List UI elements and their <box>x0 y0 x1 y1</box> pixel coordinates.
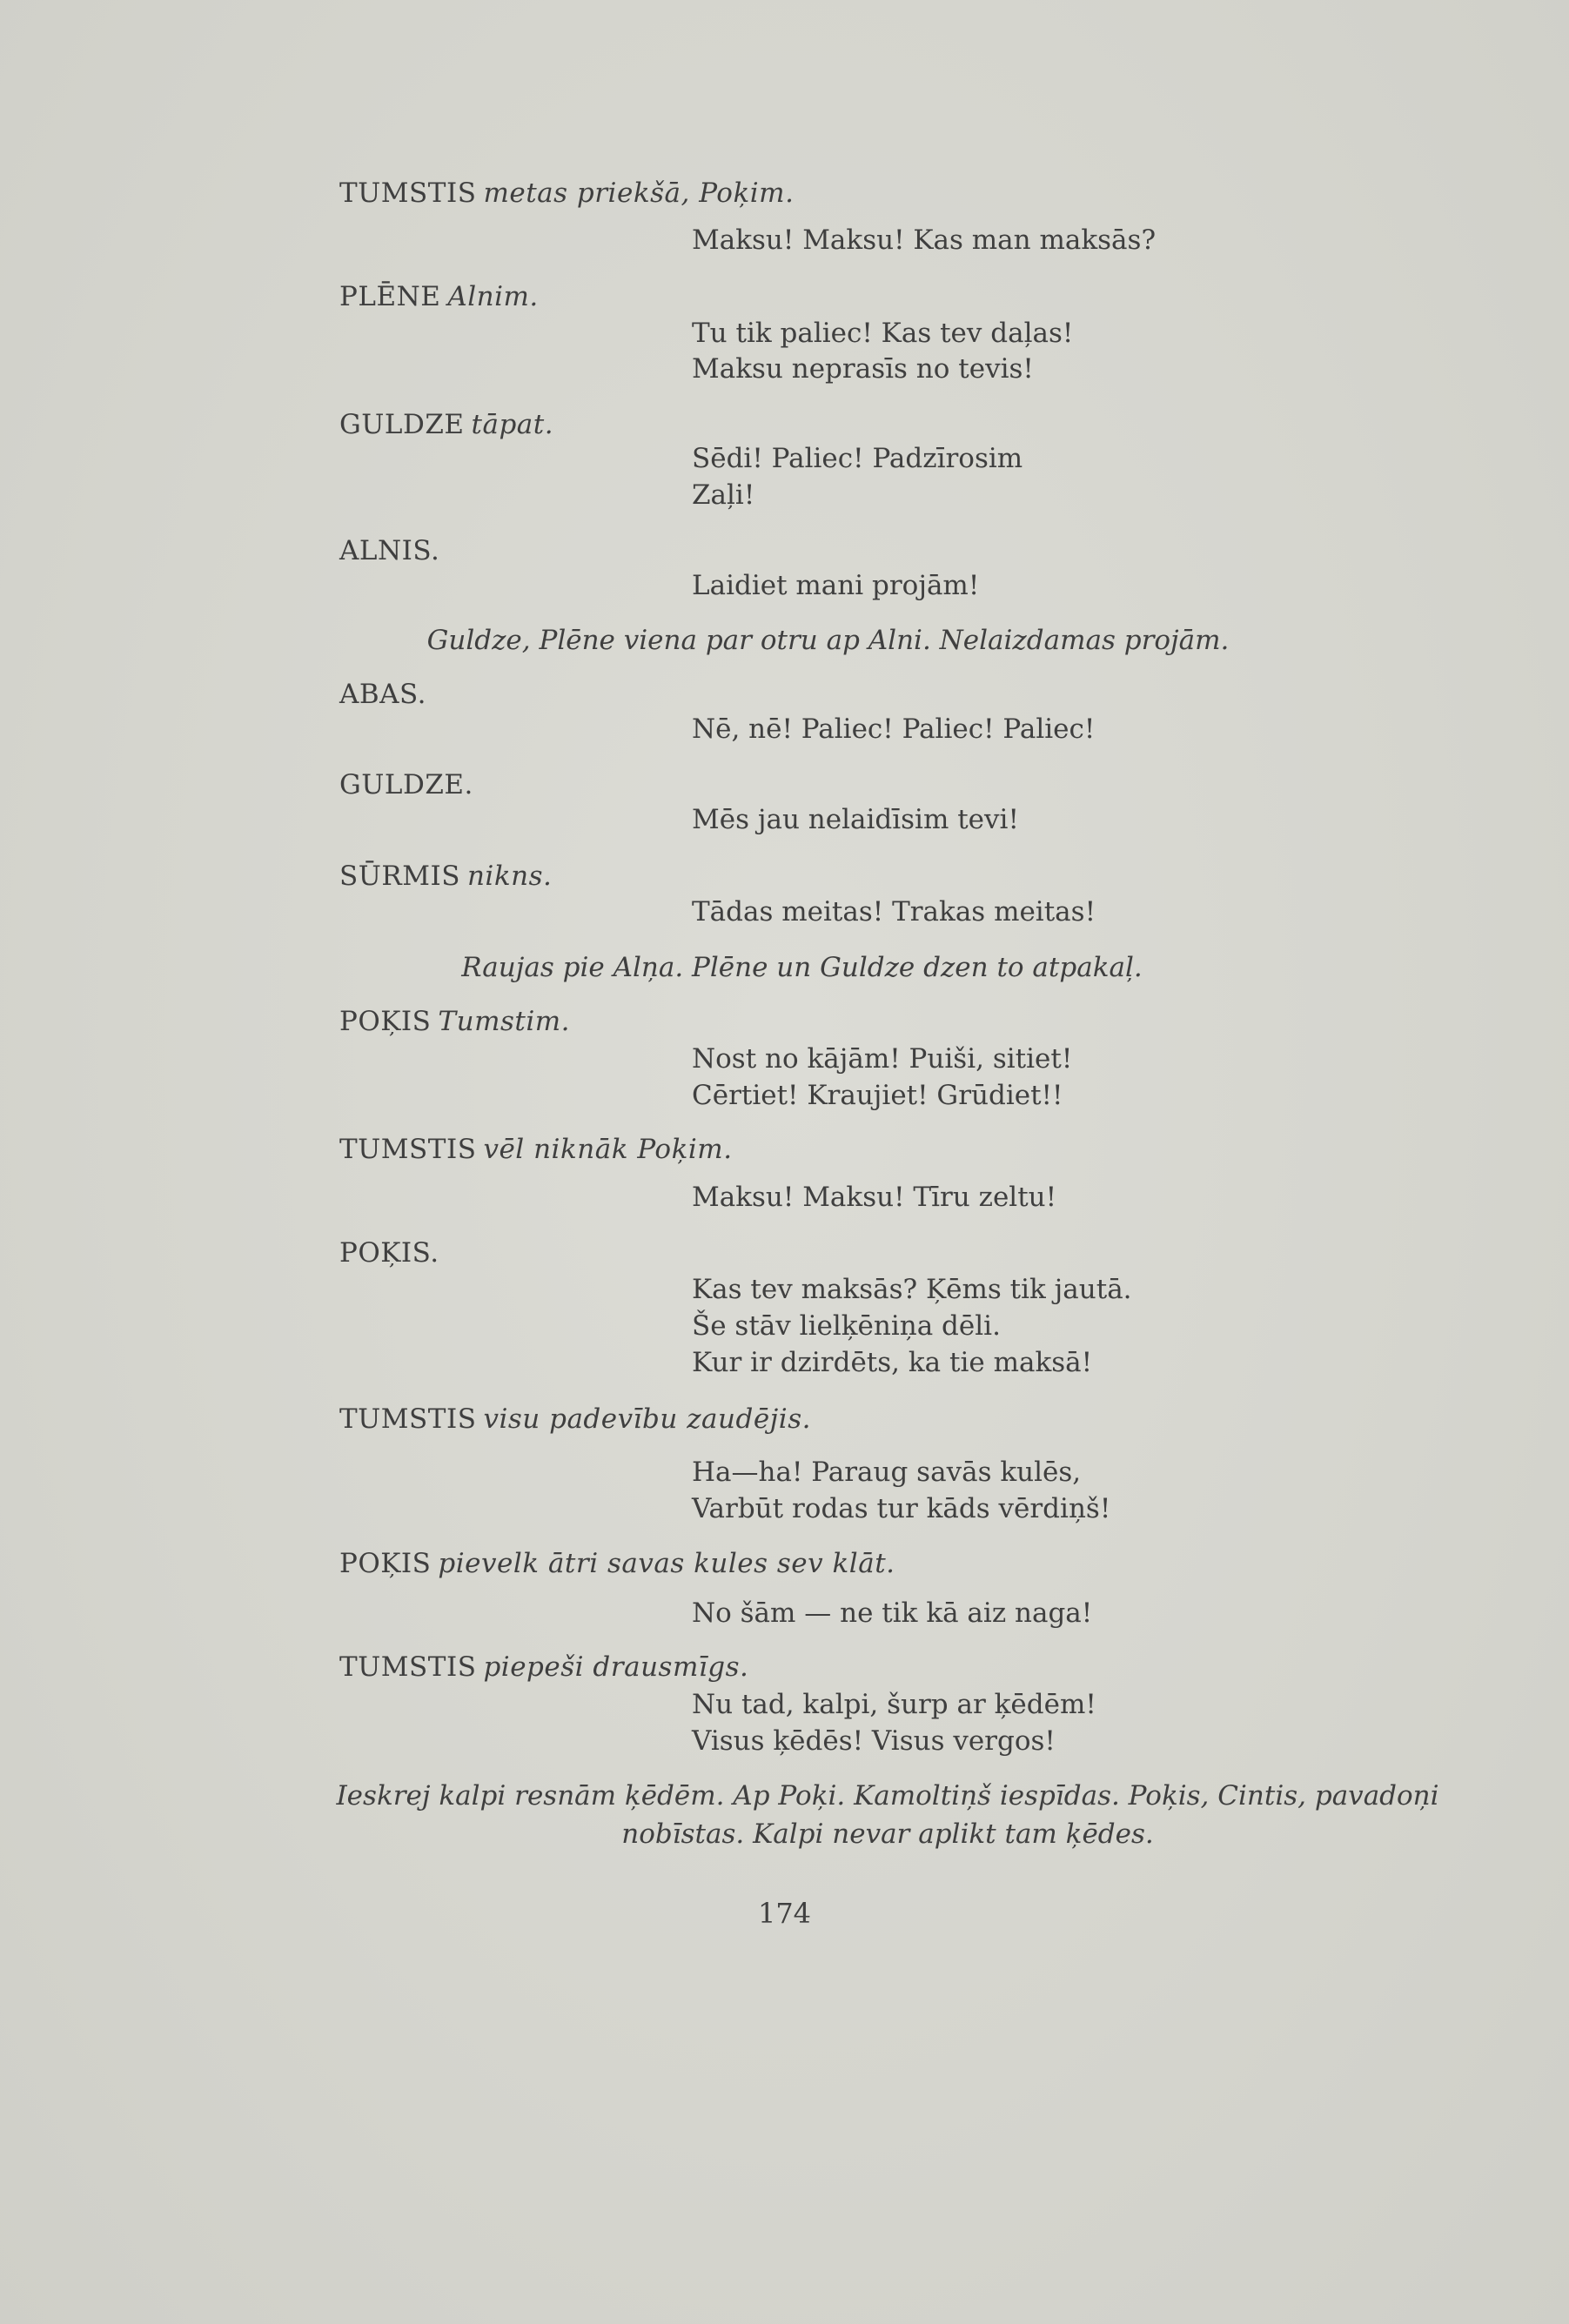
stage-direction-line: Raujas pie Alņa. Plēne un Guldze dzen to atpakaļ. <box>461 952 1143 983</box>
verse-line: Tādas meitas! Trakas meitas! <box>692 896 1096 928</box>
stage-direction-line: Guldze, Plēne viena par otru ap Alni. Nelaizdamas projām. <box>426 625 1230 656</box>
speaker-name: TUMSTIS <box>339 1403 477 1435</box>
verse-line: Kur ir dzirdēts, ka tie maksā! <box>692 1347 1093 1378</box>
verse-line: Visus ķēdēs! Visus vergos! <box>692 1725 1056 1757</box>
speaker-name: GULDZE <box>339 409 465 440</box>
verse-line: Ha—ha! Paraug savās kulēs, <box>692 1457 1082 1488</box>
stage-direction: tāpat. <box>471 409 554 440</box>
verse-line: Kas tev maksās? Ķēms tik jautā. <box>692 1274 1132 1305</box>
verse-line: No šām — ne tik kā aiz naga! <box>692 1597 1093 1629</box>
speaker-name: SŪRMIS <box>339 861 460 892</box>
verse-line: Varbūt rodas tur kāds vērdiņš! <box>692 1493 1111 1524</box>
speaker-heading <box>339 1403 811 1435</box>
speaker-heading <box>339 535 439 566</box>
speaker-heading <box>339 1006 570 1037</box>
verse-line: Nost no kājām! Puiši, sitiet! <box>692 1043 1073 1075</box>
speaker-heading <box>339 769 473 800</box>
stage-direction: vēl niknāk Poķim. <box>483 1134 733 1165</box>
verse-line: Nē, nē! Paliec! Paliec! Paliec! <box>692 713 1096 745</box>
verse-line: Maksu! Maksu! Kas man maksās? <box>692 224 1157 256</box>
speaker-heading <box>339 409 553 440</box>
verse-line: Zaļi! <box>692 479 755 511</box>
speaker-name: GULDZE. <box>339 769 473 800</box>
speaker-name: TUMSTIS <box>339 177 477 209</box>
speaker-name: ALNIS. <box>339 535 440 566</box>
speaker-name: POĶIS <box>339 1548 432 1579</box>
verse-line: Maksu neprasīs no tevis! <box>692 353 1034 385</box>
stage-direction: piepeši drausmīgs. <box>483 1651 749 1683</box>
verse-line: Laidiet mani projām! <box>692 570 980 601</box>
speaker-heading <box>339 1651 748 1683</box>
stage-direction: visu padevību zaudējis. <box>483 1403 811 1435</box>
verse-line: Mēs jau nelaidīsim tevi! <box>692 804 1019 835</box>
speaker-name: TUMSTIS <box>339 1651 477 1683</box>
speaker-heading <box>339 1237 439 1269</box>
stage-direction: Alnim. <box>447 281 539 312</box>
verse-line: Sēdi! Paliec! Padzīrosim <box>692 443 1023 474</box>
stage-direction: metas priekšā, Poķim. <box>483 177 795 209</box>
verse-line: Maksu! Maksu! Tīru zeltu! <box>692 1182 1057 1213</box>
speaker-heading <box>339 1134 733 1165</box>
speaker-heading <box>339 679 426 710</box>
speaker-name: ABAS. <box>339 679 427 710</box>
speaker-name: TUMSTIS <box>339 1134 477 1165</box>
speaker-name: PLĒNE <box>339 281 441 312</box>
speaker-name: POĶIS. <box>339 1237 439 1269</box>
verse-line: Cērtiet! Kraujiet! Grūdiet!! <box>692 1080 1063 1111</box>
speaker-name: POĶIS <box>339 1006 432 1037</box>
speaker-heading <box>339 281 539 312</box>
verse-line: Nu tad, kalpi, šurp ar ķēdēm! <box>692 1689 1096 1720</box>
stage-direction: Tumstim. <box>438 1006 570 1037</box>
speaker-heading <box>339 1548 895 1579</box>
verse-line: Še stāv lielķēniņa dēli. <box>692 1310 1001 1342</box>
stage-direction: nikns. <box>466 861 553 892</box>
speaker-heading <box>339 177 794 209</box>
stage-direction: pievelk ātri savas kules sev klāt. <box>438 1548 895 1579</box>
verse-line: Tu tik paliec! Kas tev daļas! <box>692 318 1074 349</box>
page-number: 174 <box>757 1897 812 1930</box>
speaker-heading <box>339 861 552 892</box>
final-stage-direction: Ieskrej kalpi resnām ķēdēm. Ap Poķi. Kamoltiņš iespīdas. Poķis, Cintis, pavadoņi nobīstas. Kalpi nevar aplikt tam ķēdes. <box>336 1780 1439 1850</box>
